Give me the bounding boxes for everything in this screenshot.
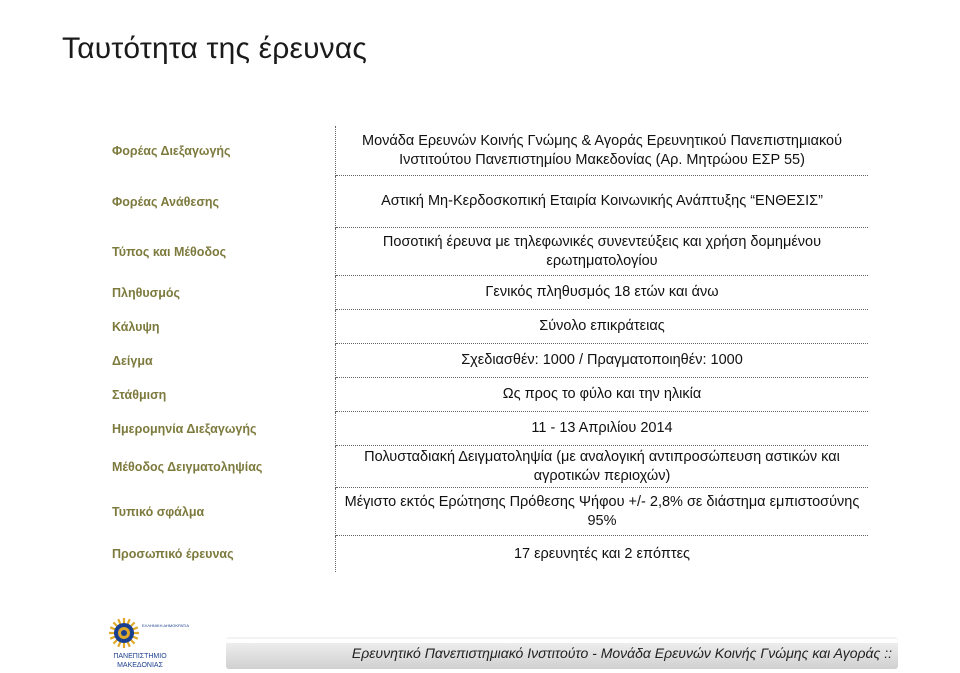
table-row bbox=[108, 126, 868, 176]
row-value: Σύνολο επικράτειας bbox=[336, 310, 868, 344]
table-row bbox=[108, 536, 868, 572]
table-row bbox=[108, 488, 868, 536]
row-label: Φορέας Ανάθεσης bbox=[108, 176, 336, 228]
row-value: Γενικός πληθυσμός 18 ετών και άνω bbox=[336, 276, 868, 310]
table-row bbox=[108, 228, 868, 276]
row-label: Προσωπικό έρευνας bbox=[108, 536, 336, 572]
row-value: Ποσοτική έρευνα με τηλεφωνικές συνεντεύξεις και χρήση δομημένου ερωτηματολογίου bbox=[336, 228, 868, 276]
sun-emblem-icon bbox=[109, 618, 139, 648]
table-row bbox=[108, 446, 868, 488]
row-label: Πληθυσμός bbox=[108, 276, 336, 310]
logo-text-line2: ΜΑΚΕΔΟΝΙΑΣ bbox=[117, 662, 163, 669]
page-title: Ταυτότητα της έρευνας bbox=[62, 32, 368, 65]
row-value: 17 ερευνητές και 2 επόπτες bbox=[513, 545, 691, 562]
table-row bbox=[108, 176, 868, 228]
university-logo bbox=[84, 612, 196, 670]
row-label: Μέθοδος Δειγματοληψίας bbox=[108, 446, 336, 488]
row-value: Πολυσταδιακή Δειγματοληψία (με αναλογική αντιπροσώπευση αστικών και αγροτικών περιοχών) bbox=[336, 446, 868, 488]
row-value: Ως προς το φύλο και την ηλικία bbox=[336, 378, 868, 412]
row-value: Μονάδα Ερευνών Κοινής Γνώμης & Αγοράς Ερευνητικού Πανεπιστημιακού Ινστιτούτου Πανεπιστημίου Μακεδονίας (Αρ. Μητρώου ΕΣΡ 55) bbox=[336, 126, 868, 176]
row-label: Φορέας Διεξαγωγής bbox=[108, 126, 336, 176]
row-value: 11 - 13 Απριλίου 2014 bbox=[336, 412, 868, 446]
survey-spec-table bbox=[108, 126, 868, 572]
row-label: Τυπικό σφάλμα bbox=[108, 488, 336, 536]
table-row bbox=[108, 344, 868, 378]
row-value: Μέγιστο εκτός Ερώτησης Πρόθεσης Ψήφου +/- 2,8% σε διάστημα εμπιστοσύνης 95% bbox=[336, 488, 868, 536]
logo-side-text: ΕΛΛΗΝΙΚΗ ΔΗΜΟΚΡΑΤΙΑ bbox=[142, 623, 189, 628]
row-value: Σχεδιασθέν: 1000 / Πραγματοποιηθέν: 1000 bbox=[336, 344, 868, 378]
row-value: Αστική Μη-Κερδοσκοπική Εταιρία Κοινωνικής Ανάπτυξης “ΕΝΘΕΣΙΣ” bbox=[336, 176, 868, 228]
row-label: Στάθμιση bbox=[108, 378, 336, 412]
table-row bbox=[108, 378, 868, 412]
footer-text: Ερευνητικό Πανεπιστημιακό Ινστιτούτο - Μονάδα Ερευνών Κοινής Γνώμης και Αγοράς :: bbox=[351, 645, 892, 661]
row-label: Τύπος και Μέθοδος bbox=[108, 228, 336, 276]
table-row bbox=[108, 276, 868, 310]
table-row bbox=[108, 412, 868, 446]
footer-bar bbox=[226, 637, 898, 669]
table-row bbox=[108, 310, 868, 344]
row-label: Κάλυψη bbox=[108, 310, 336, 344]
row-label: Δείγμα bbox=[108, 344, 336, 378]
row-label: Ημερομηνία Διεξαγωγής bbox=[108, 412, 336, 446]
logo-text-line1: ΠΑΝΕΠΙΣΤΗΜΙΟ bbox=[113, 653, 167, 660]
